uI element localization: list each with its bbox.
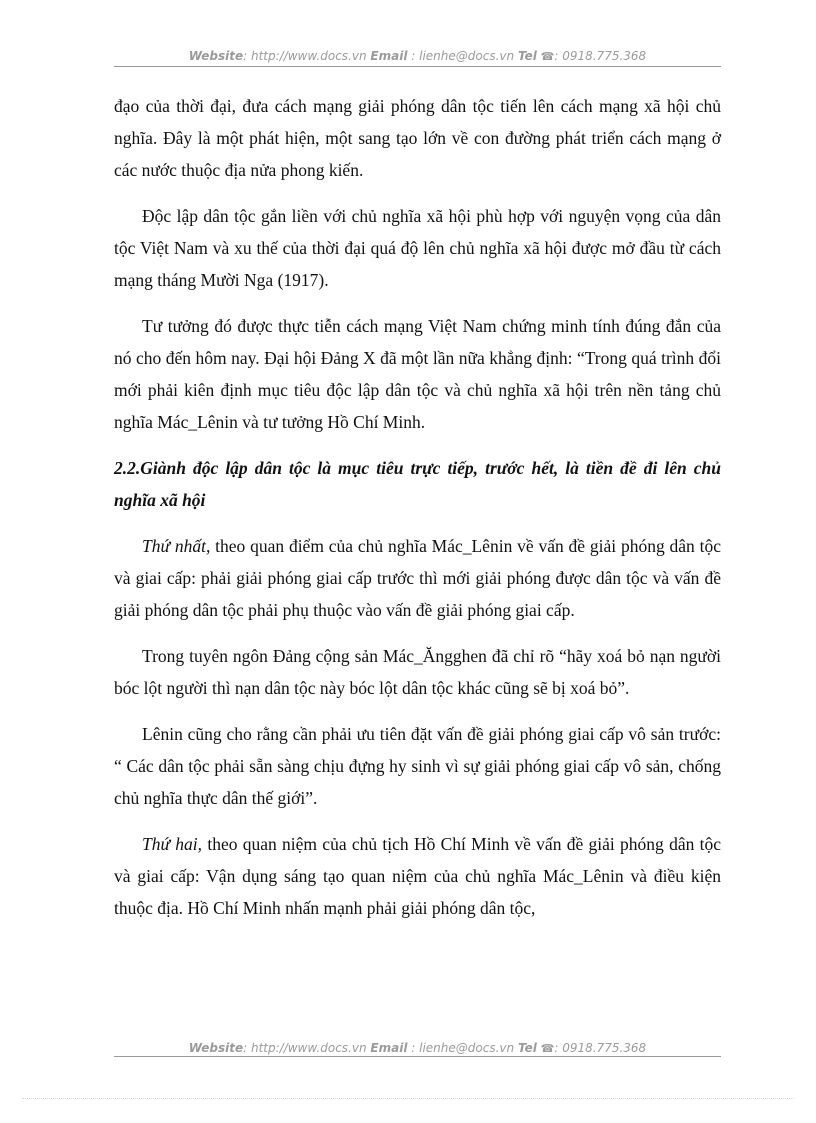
footer-tel-value: : 0918.775.368	[554, 1041, 647, 1055]
footer-email-label: Email	[370, 1041, 408, 1055]
header-tel-value: : 0918.775.368	[554, 49, 647, 63]
paragraph-5: Trong tuyên ngôn Đảng cộng sản Mác_Ăngghen đã chỉ rõ “hãy xoá bỏ nạn người bóc lột người thì nạn dân tộc này bóc lột dân tộc khác cũng sẽ bị xoá bỏ”.	[114, 646, 721, 698]
paragraph-7	[114, 828, 721, 924]
section-heading: 2.2.Giành độc lập dân tộc là mục tiêu trực tiếp, trước hết, là tiền đề đi lên chủ nghĩa xã hội	[114, 458, 721, 510]
page-header	[114, 48, 721, 65]
header-email-label: Email	[370, 49, 408, 63]
footer-website-value: : http://www.docs.vn	[243, 1041, 367, 1055]
header-website-value: : http://www.docs.vn	[243, 49, 367, 63]
paragraph-7-text: theo quan niệm của chủ tịch Hồ Chí Minh về vấn đề giải phóng dân tộc và giai cấp: Vận dụng sáng tạo quan niệm của chủ nghĩa Mác_Lênin và điều kiện thuộc địa. Hồ Chí Minh nhấn mạnh phải giải phóng dân tộc,	[114, 834, 721, 918]
paragraph-1: đạo của thời đại, đưa cách mạng giải phóng dân tộc tiến lên cách mạng xã hội chủ nghĩa. Đây là một phát hiện, một sang tạo lớn về con đường phát triển cách mạng ở các nước thuộc địa nửa phong kiến.	[114, 96, 721, 180]
page-footer	[114, 1040, 721, 1057]
footer-website-label: Website	[188, 1041, 244, 1055]
paragraph-4-lead: Thứ nhất,	[142, 536, 211, 556]
header-tel-label: Tel	[517, 49, 537, 63]
phone-icon: ☎	[540, 1042, 555, 1055]
paragraph-2: Độc lập dân tộc gắn liền với chủ nghĩa xã hội phù hợp với nguyện vọng của dân tộc Việt Nam và xu thế của thời đại quá độ lên chủ nghĩa xã hội được mở đầu từ cách mạng tháng Mười Nga (1917).	[114, 206, 721, 290]
paragraph-4	[114, 530, 721, 626]
paragraph-4-text: theo quan điểm của chủ nghĩa Mác_Lênin về vấn đề giải phóng dân tộc và giai cấp: phải giải phóng giai cấp trước thì mới giải phóng được dân tộc và vấn đề giải phóng dân tộc phải phụ thuộc vào vấn đề giải phóng giai cấp.	[114, 536, 721, 620]
paragraph-6: Lênin cũng cho rằng cần phải ưu tiên đặt vấn đề giải phóng giai cấp vô sản trước: “ Các dân tộc phải sẵn sàng chịu đựng hy sinh vì sự giải phóng giai cấp vô sản, chống chủ nghĩa thực dân thế giới”.	[114, 724, 721, 808]
page-edge-divider	[22, 1098, 794, 1099]
paragraph-7-lead: Thứ hai,	[142, 834, 203, 854]
document-body	[114, 90, 721, 938]
footer-email-value: : lienhe@docs.vn	[411, 1041, 515, 1055]
header-website-label: Website	[188, 49, 244, 63]
paragraph-3: Tư tưởng đó được thực tiễn cách mạng Việt Nam chứng minh tính đúng đắn của nó cho đến hôm nay. Đại hội Đảng X đã một lần nữa khẳng định: “Trong quá trình đổi mới phải kiên định mục tiêu độc lập dân tộc và chủ nghĩa xã hội trên nền tảng chủ nghĩa Mác_Lênin và tư tưởng Hồ Chí Minh.	[114, 316, 721, 432]
header-rule	[114, 66, 721, 67]
header-email-value: : lienhe@docs.vn	[411, 49, 515, 63]
phone-icon: ☎	[540, 50, 555, 63]
footer-tel-label: Tel	[517, 1041, 537, 1055]
